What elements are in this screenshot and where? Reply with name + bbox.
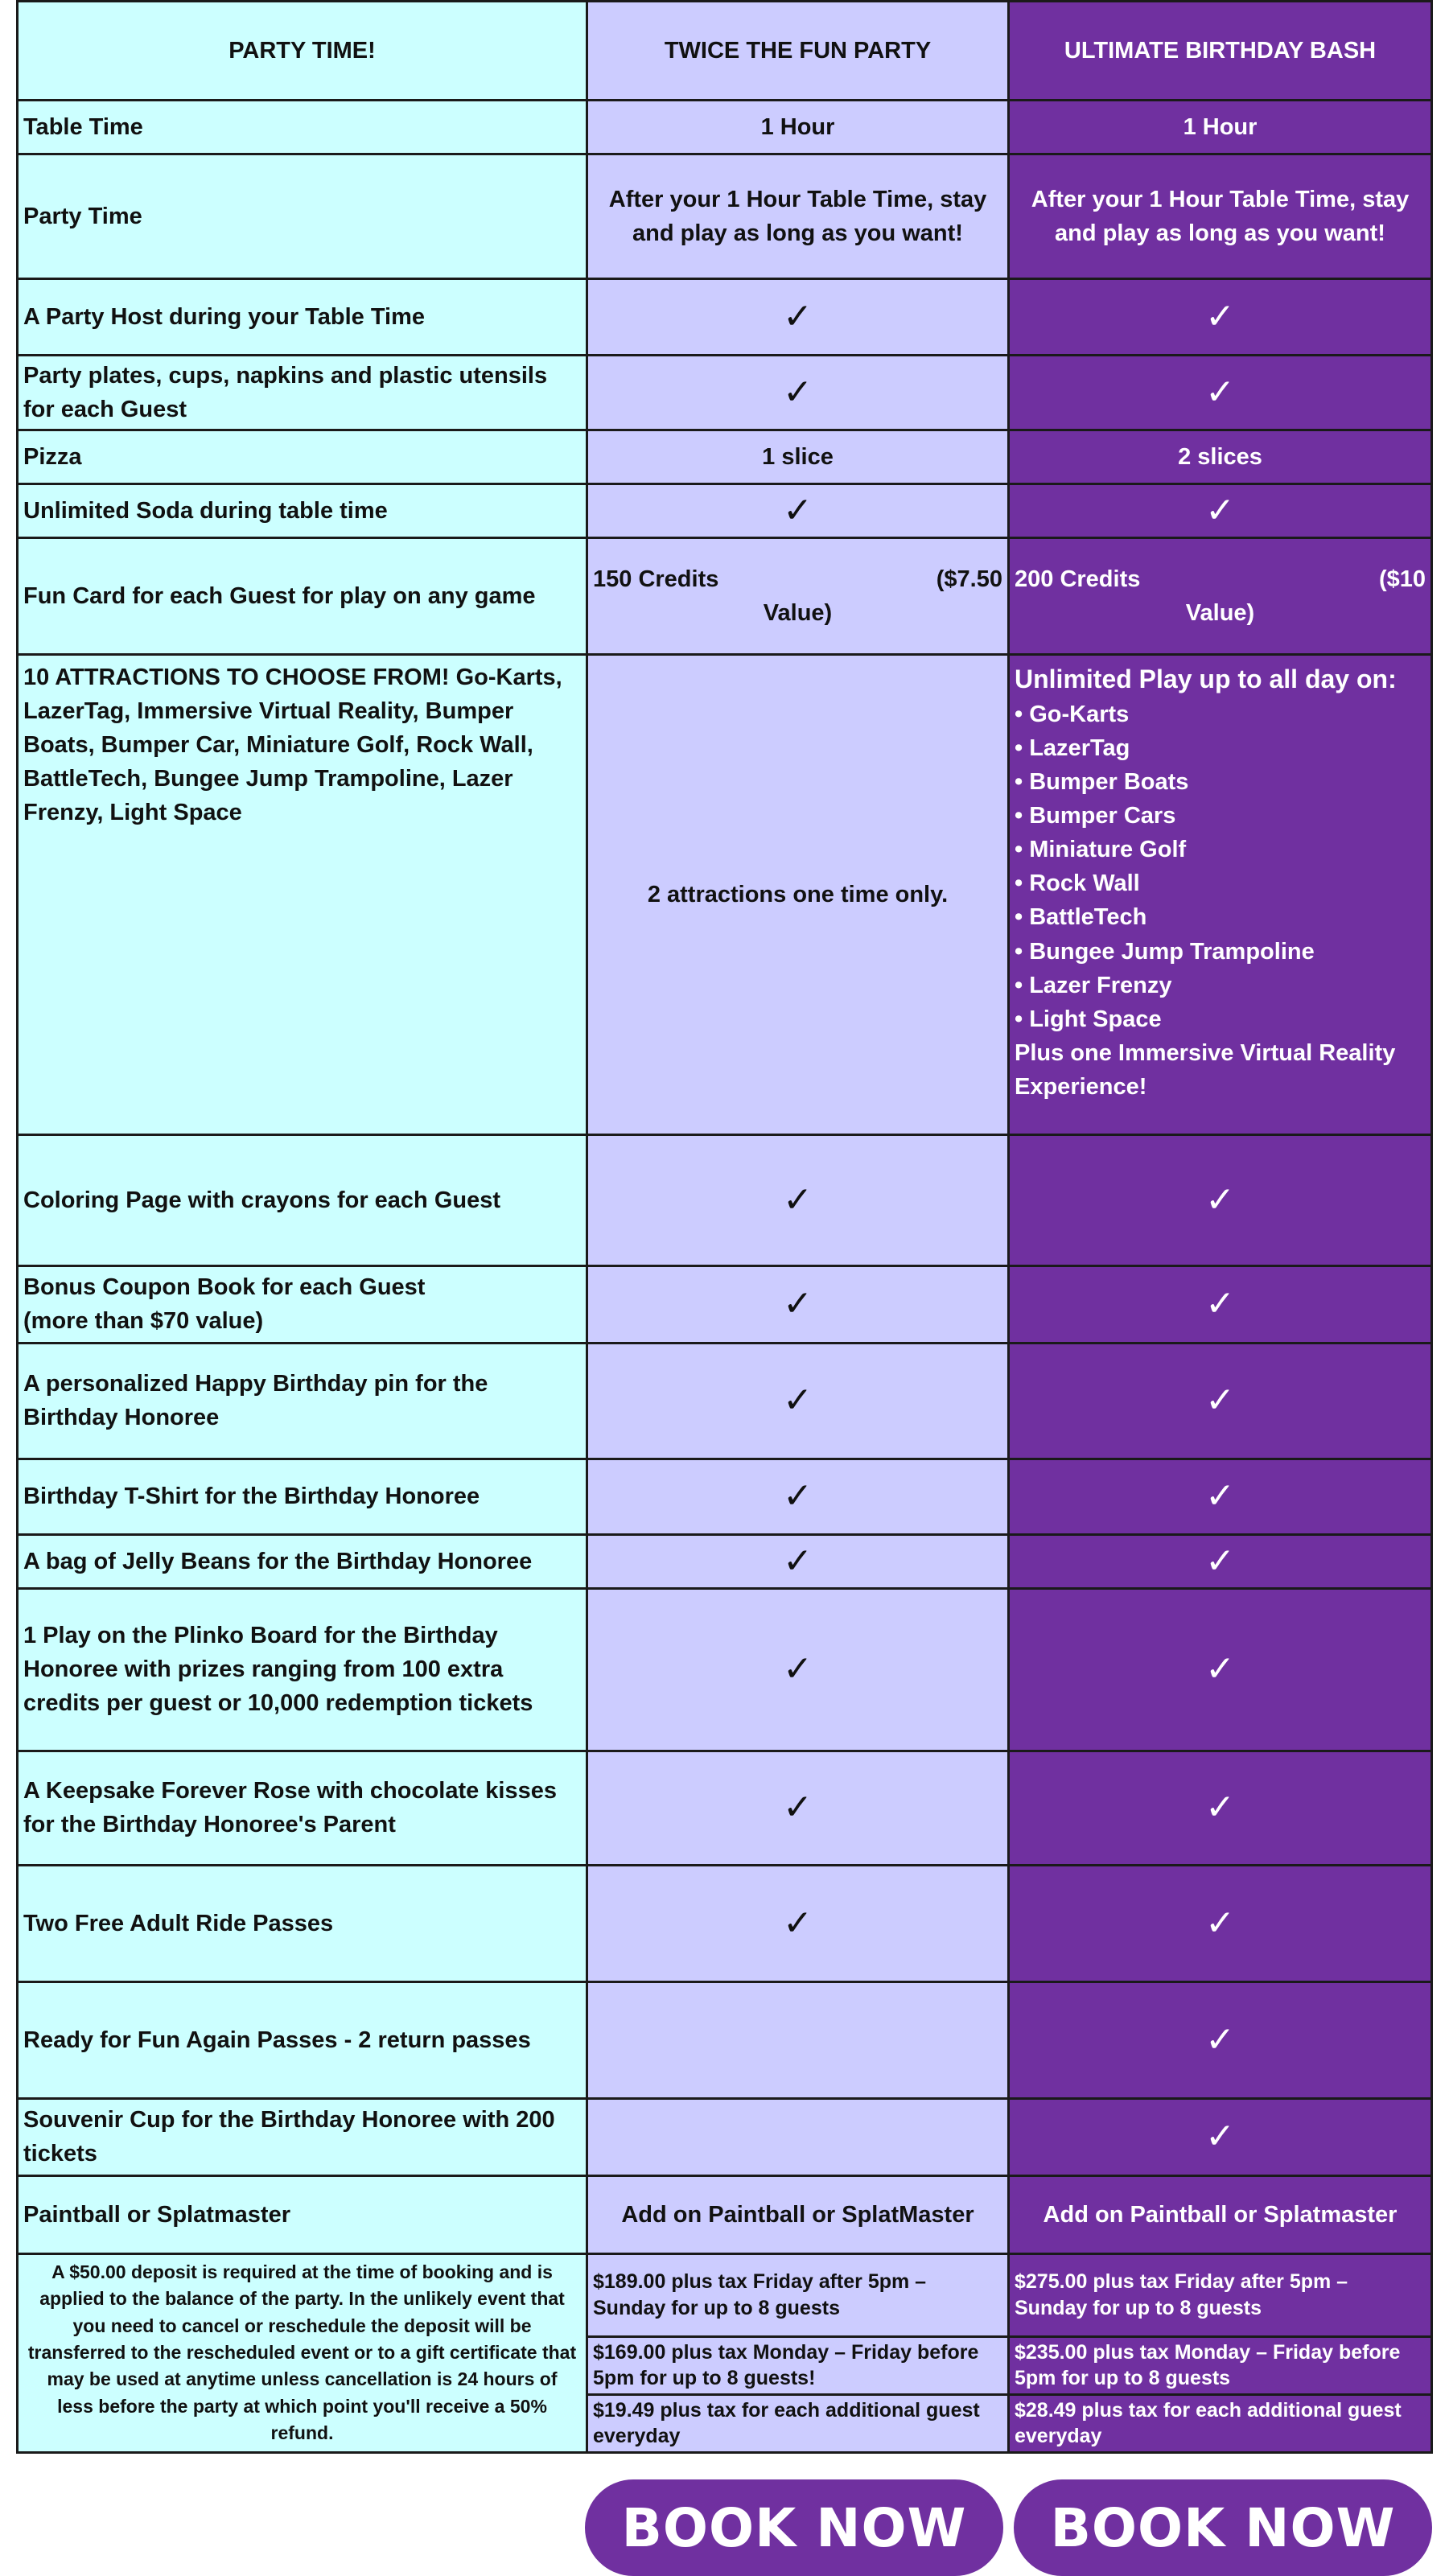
- table-row: [18, 1265, 1432, 1343]
- check-icon: ✓: [1009, 484, 1432, 538]
- check-icon: ✓: [1009, 1588, 1432, 1751]
- check-icon: ✓: [1009, 1534, 1432, 1588]
- deposit-note: A $50.00 deposit is required at the time of booking and is applied to the balance of the party. In the unlikely event that you need to cancel or reschedule the deposit will be transferred to the rescheduled event or to a gift certificate that may be used at anytime unless cancellation is 24 hours of less before the party at which point you'll receive a 50% refund.: [18, 2253, 587, 2452]
- header-row: [18, 2, 1432, 101]
- feature-label: [18, 1265, 587, 1343]
- feature-label: Table Time: [18, 101, 587, 154]
- attractions-title: Unlimited Play up to all day on:: [1015, 664, 1397, 693]
- table-row: [18, 484, 1432, 538]
- header-twice-the-fun: TWICE THE FUN PARTY: [587, 2, 1009, 101]
- check-icon: ✓: [1009, 1265, 1432, 1343]
- check-icon: ✓: [587, 279, 1009, 356]
- twice-additional-guest-price: $19.49 plus tax for each additional guest everyday: [587, 2394, 1009, 2452]
- list-item: • Miniature Golf: [1015, 833, 1426, 866]
- feature-label: Ready for Fun Again Passes - 2 return passes: [18, 1981, 587, 2098]
- ultimate-fun-card-value: [1009, 537, 1432, 654]
- attractions-footer: Plus one Immersive Virtual Reality Experience!: [1015, 1039, 1396, 1100]
- feature-label: A personalized Happy Birthday pin for the Birthday Honoree: [18, 1343, 587, 1459]
- twice-value: After your 1 Hour Table Time, stay and play as long as you want!: [587, 154, 1009, 279]
- feature-label: Fun Card for each Guest for play on any game: [18, 537, 587, 654]
- check-icon: ✓: [587, 1534, 1009, 1588]
- credits-line: [593, 562, 1002, 596]
- check-icon: ✓: [587, 1459, 1009, 1534]
- pricing-row: [18, 2253, 1432, 2336]
- check-icon: ✓: [587, 1865, 1009, 1981]
- table-row: [18, 1981, 1432, 2098]
- feature-label: Unlimited Soda during table time: [18, 484, 587, 538]
- feature-label: Coloring Page with crayons for each Guest: [18, 1134, 587, 1265]
- credits-line: [1015, 562, 1426, 596]
- credits-value-suffix: Value): [1185, 599, 1255, 626]
- empty-cell: [587, 2098, 1009, 2175]
- feature-label: Party Time: [18, 154, 587, 279]
- check-icon: ✓: [587, 1134, 1009, 1265]
- check-icon: ✓: [1009, 1459, 1432, 1534]
- book-now-ultimate-button[interactable]: BOOK NOW: [1014, 2479, 1432, 2576]
- book-now-twice-button[interactable]: BOOK NOW: [585, 2479, 1003, 2576]
- ultimate-weekday-price: $235.00 plus tax Monday – Friday before 5pm for up to 8 guests: [1009, 2336, 1432, 2394]
- list-item: • Rock Wall: [1015, 866, 1426, 900]
- check-icon: ✓: [1009, 356, 1432, 430]
- ultimate-value: 2 slices: [1009, 430, 1432, 484]
- twice-weekday-price: $169.00 plus tax Monday – Friday before 5pm for up to 8 guests!: [587, 2336, 1009, 2394]
- list-item: • Bumper Boats: [1015, 765, 1426, 799]
- ultimate-value: Add on Paintball or Splatmaster: [1009, 2175, 1432, 2253]
- party-comparison-table: [16, 0, 1433, 2454]
- table-row: [18, 654, 1432, 1134]
- feature-label: A Keepsake Forever Rose with chocolate kisses for the Birthday Honoree's Parent: [18, 1751, 587, 1865]
- feature-label: 1 Play on the Plinko Board for the Birthday Honoree with prizes ranging from 100 extra credits per guest or 10,000 redemption tickets: [18, 1588, 587, 1751]
- attractions-list: [1015, 697, 1426, 1035]
- table-row: [18, 2098, 1432, 2175]
- credits-value: ($7.50: [936, 566, 1002, 592]
- ultimate-value: 1 Hour: [1009, 101, 1432, 154]
- table-row: [18, 1865, 1432, 1981]
- table-row: [18, 1459, 1432, 1534]
- list-item: • LazerTag: [1015, 731, 1426, 765]
- check-icon: ✓: [587, 1343, 1009, 1459]
- list-item: • BattleTech: [1015, 900, 1426, 934]
- header-party-time: PARTY TIME!: [18, 2, 587, 101]
- table-row: [18, 1751, 1432, 1865]
- check-icon: ✓: [587, 356, 1009, 430]
- feature-label: A bag of Jelly Beans for the Birthday Honoree: [18, 1534, 587, 1588]
- feature-label: Birthday T-Shirt for the Birthday Honoree: [18, 1459, 587, 1534]
- feature-label: Souvenir Cup for the Birthday Honoree with 200 tickets: [18, 2098, 587, 2175]
- twice-weekend-price: $189.00 plus tax Friday after 5pm – Sunday for up to 8 guests: [587, 2253, 1009, 2336]
- ultimate-additional-guest-price: $28.49 plus tax for each additional guest everyday: [1009, 2394, 1432, 2452]
- list-item: • Light Space: [1015, 1002, 1426, 1036]
- credits-amount: 150 Credits: [593, 566, 719, 592]
- check-icon: ✓: [1009, 1981, 1432, 2098]
- table-row: [18, 2175, 1432, 2253]
- table-row: [18, 537, 1432, 654]
- twice-value: 1 slice: [587, 430, 1009, 484]
- check-icon: ✓: [587, 484, 1009, 538]
- feature-label: Pizza: [18, 430, 587, 484]
- feature-label: 10 ATTRACTIONS TO CHOOSE FROM! Go-Karts, LazerTag, Immersive Virtual Reality, Bumper Boats, Bumper Car, Miniature Golf, Rock Wall, BattleTech, Bungee Jump Trampoline, Lazer Frenzy, Light Space: [18, 654, 587, 1134]
- ultimate-weekend-price: $275.00 plus tax Friday after 5pm – Sunday for up to 8 guests: [1009, 2253, 1432, 2336]
- twice-value: 1 Hour: [587, 101, 1009, 154]
- credits-amount: 200 Credits: [1015, 566, 1141, 592]
- table-row: [18, 279, 1432, 356]
- check-icon: ✓: [587, 1588, 1009, 1751]
- feature-label: Two Free Adult Ride Passes: [18, 1865, 587, 1981]
- check-icon: ✓: [587, 1751, 1009, 1865]
- twice-fun-card-value: [587, 537, 1009, 654]
- feature-label-line: Bonus Coupon Book for each Guest: [23, 1274, 426, 1301]
- check-icon: ✓: [1009, 2098, 1432, 2175]
- check-icon: ✓: [1009, 1751, 1432, 1865]
- list-item: • Bumper Cars: [1015, 799, 1426, 833]
- check-icon: ✓: [1009, 1865, 1432, 1981]
- list-item: • Bungee Jump Trampoline: [1015, 935, 1426, 969]
- check-icon: ✓: [1009, 1343, 1432, 1459]
- table-row: [18, 430, 1432, 484]
- twice-value: Add on Paintball or SplatMaster: [587, 2175, 1009, 2253]
- table-row: [18, 1343, 1432, 1459]
- header-ultimate-bash: ULTIMATE BIRTHDAY BASH: [1009, 2, 1432, 101]
- feature-label: Party plates, cups, napkins and plastic utensils for each Guest: [18, 356, 587, 430]
- list-item: • Go-Karts: [1015, 697, 1426, 731]
- feature-label: A Party Host during your Table Time: [18, 279, 587, 356]
- table-row: [18, 1588, 1432, 1751]
- empty-cell: [587, 1981, 1009, 2098]
- check-icon: ✓: [587, 1265, 1009, 1343]
- feature-label-line: (more than $70 value): [23, 1308, 264, 1335]
- twice-value: 2 attractions one time only.: [587, 654, 1009, 1134]
- credits-value-suffix: Value): [763, 599, 833, 626]
- feature-label: Paintball or Splatmaster: [18, 2175, 587, 2253]
- ultimate-attractions: [1009, 654, 1432, 1134]
- table-row: [18, 1134, 1432, 1265]
- check-icon: ✓: [1009, 1134, 1432, 1265]
- list-item: • Lazer Frenzy: [1015, 969, 1426, 1002]
- credits-value: ($10: [1378, 566, 1426, 592]
- table-row: [18, 1534, 1432, 1588]
- table-row: [18, 154, 1432, 279]
- table-row: [18, 101, 1432, 154]
- check-icon: ✓: [1009, 279, 1432, 356]
- table-row: [18, 356, 1432, 430]
- ultimate-value: After your 1 Hour Table Time, stay and play as long as you want!: [1009, 154, 1432, 279]
